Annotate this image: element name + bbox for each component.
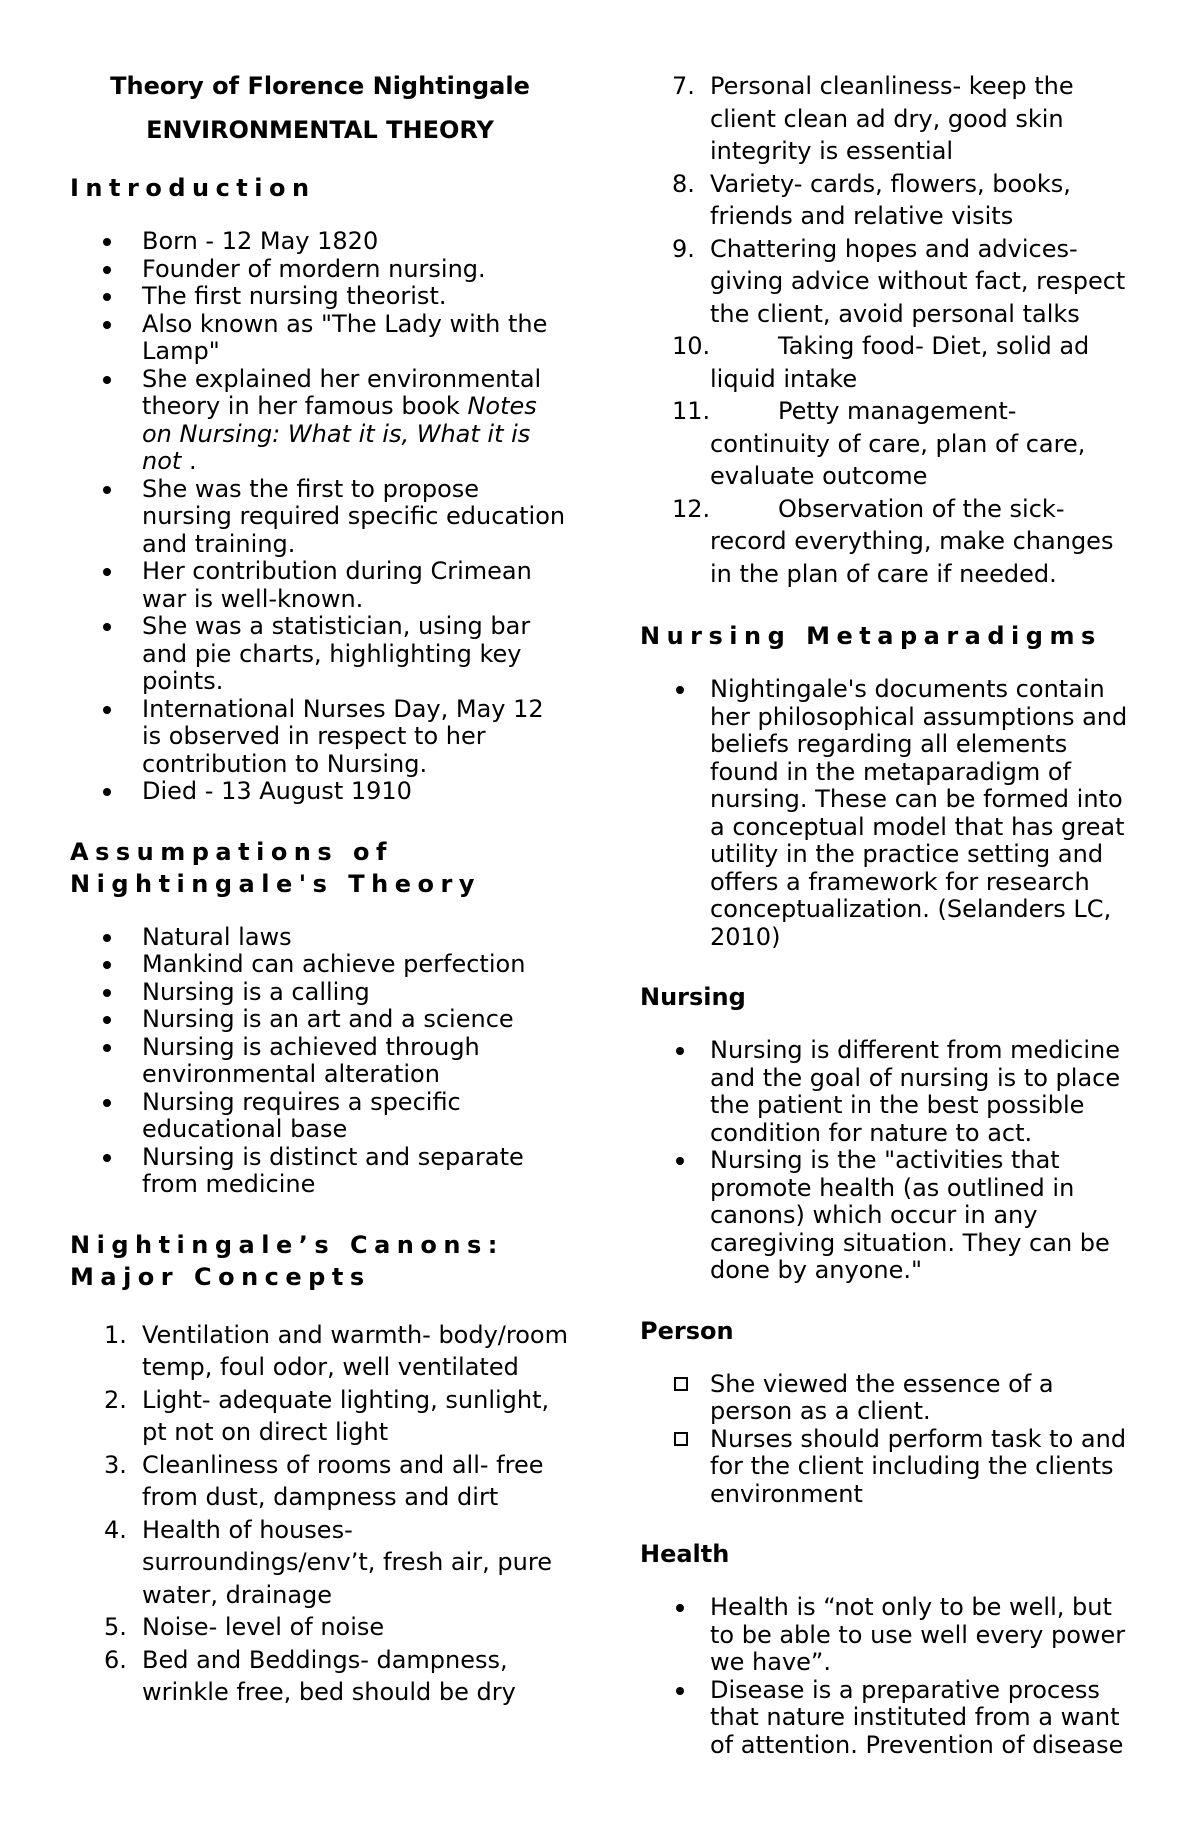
person-list: [640, 1371, 1140, 1509]
bullet-icon: [103, 376, 111, 384]
list-item: Also known as "The Lady with the Lamp": [70, 311, 570, 366]
list-item: Nursing is the "activities that promote health (as outlined in canons) which occur in any caregiving situation. They can be done by anyone.": [640, 1147, 1140, 1285]
canons-list-continued: [640, 70, 1140, 590]
list-item: 9. Chattering hopes and advices- giving advice without fact, respect the client, avoid personal talks: [672, 234, 1126, 328]
assumptions-heading-line-1: Assumpations of: [70, 837, 393, 866]
checkbox-square-icon: [674, 1432, 688, 1446]
introduction-heading: Introduction: [70, 174, 316, 202]
list-item: 5. Noise- level of noise: [104, 1613, 385, 1641]
list-item: She was a statistician, using bar and pie charts, highlighting key points.: [70, 613, 570, 696]
list-item: Died - 13 August 1910: [70, 778, 570, 806]
right-column: [640, 70, 1140, 1789]
bullet-icon: [103, 623, 111, 631]
list-item: Natural laws: [70, 924, 570, 952]
document-subtitle: ENVIRONMENTAL THEORY: [146, 116, 494, 144]
list-item: Nursing is a calling: [70, 979, 570, 1007]
assumptions-heading-line-2: Nightingale's Theory: [70, 869, 481, 898]
list-item: She explained her environmental theory in her famous book Notes on Nursing: What it is, What it is not .: [70, 366, 570, 476]
list-item: 1. Ventilation and warmth- body/room temp, foul odor, well ventilated: [104, 1320, 568, 1381]
list-item: 3. Cleanliness of rooms and all- free from dust, dampness and dirt: [104, 1450, 544, 1511]
bullet-icon: [676, 1157, 684, 1165]
list-item: 6. Bed and Beddings- dampness, wrinkle free, bed should be dry: [104, 1645, 516, 1706]
left-column: [70, 70, 570, 1709]
bullet-icon: [103, 266, 111, 274]
list-item: She viewed the essence of a person as a client.: [640, 1371, 1140, 1426]
list-item: International Nurses Day, May 12 is observed in respect to her contribution to Nursing.: [70, 696, 570, 779]
list-item: Nursing is achieved through environmental alteration: [70, 1034, 570, 1089]
bullet-icon: [676, 1604, 684, 1612]
bullet-icon: [103, 321, 111, 329]
book-title: Notes on Nursing: What it is, What it is not: [142, 392, 537, 475]
bullet-icon: [103, 934, 111, 942]
assumptions-list: [70, 924, 570, 1199]
bullet-icon: [103, 238, 111, 246]
list-item: Nursing is distinct and separate from medicine: [70, 1144, 570, 1199]
bullet-icon: [103, 1044, 111, 1052]
list-item: Disease is a preparative process that nature instituted from a want of attention. Prevention of disease: [640, 1677, 1140, 1760]
bullet-icon: [103, 568, 111, 576]
canons-heading-line-1: Nightingale’s Canons:: [70, 1230, 504, 1259]
list-item: Founder of mordern nursing.: [70, 256, 570, 284]
health-list: [640, 1594, 1140, 1759]
nursing-heading: Nursing: [640, 983, 746, 1011]
list-item: 11. Petty management- continuity of care, plan of care, evaluate outcome: [672, 397, 1086, 490]
list-item: 4. Health of houses- surroundings/env’t, fresh air, pure water, drainage: [104, 1515, 552, 1609]
metaparadigms-list: [640, 676, 1140, 951]
checkbox-square-icon: [674, 1377, 688, 1391]
person-heading: Person: [640, 1316, 734, 1345]
bullet-icon: [676, 1687, 684, 1695]
list-item: Nightingale's documents contain her philosophical assumptions and beliefs regarding all elements found in the metaparadigm of nursing. These can be formed into a conceptual model that has great utility in the practice setting and offers a framework for research conceptualization. (Selanders LC, 2010): [640, 676, 1140, 951]
list-item: She was the first to propose nursing required specific education and training.: [70, 476, 570, 559]
list-item: 2. Light- adequate lighting, sunlight, pt not on direct light: [104, 1385, 550, 1446]
bullet-icon: [103, 706, 111, 714]
list-item: Nursing is different from medicine and the goal of nursing is to place the patient in the best possible condition for nature to act.: [640, 1037, 1140, 1147]
bullet-icon: [103, 989, 111, 997]
list-item: Nursing requires a specific educational base: [70, 1089, 570, 1144]
list-item: Mankind can achieve perfection: [70, 951, 570, 979]
metaparadigms-heading: Nursing Metaparadigms: [640, 622, 1102, 650]
bullet-icon: [103, 1154, 111, 1162]
list-item: Nursing is an art and a science: [70, 1006, 570, 1034]
bullet-icon: [103, 961, 111, 969]
bullet-icon: [103, 1099, 111, 1107]
nursing-list: [640, 1037, 1140, 1285]
canons-heading-line-2: Major Concepts: [70, 1262, 371, 1291]
document-title: Theory of Florence Nightingale: [110, 72, 530, 100]
bullet-icon: [103, 788, 111, 796]
list-item: 8. Variety- cards, flowers, books, friends and relative visits: [672, 169, 1071, 230]
bullet-icon: [103, 486, 111, 494]
list-item: 12. Observation of the sick- record everything, make changes in the plan of care if needed.: [672, 494, 1114, 588]
bullet-icon: [103, 1016, 111, 1024]
list-item: 10. Taking food- Diet, solid ad liquid intake: [672, 332, 1090, 393]
bullet-icon: [103, 293, 111, 301]
list-item: Nurses should perform task to and for the client including the clients environment: [640, 1426, 1140, 1509]
list-item: Her contribution during Crimean war is well-known.: [70, 558, 570, 613]
health-heading: Health: [640, 1540, 730, 1568]
bullet-icon: [676, 1047, 684, 1055]
bullet-icon: [676, 686, 684, 694]
list-item: The first nursing theorist.: [70, 283, 570, 311]
canons-list: [70, 1319, 570, 1709]
list-item: 7. Personal cleanliness- keep the client clean ad dry, good skin integrity is essential: [672, 72, 1074, 165]
list-item: Health is “not only to be well, but to be able to use well every power we have”.: [640, 1594, 1140, 1677]
introduction-list: [70, 228, 570, 806]
list-item: Born - 12 May 1820: [70, 228, 570, 256]
